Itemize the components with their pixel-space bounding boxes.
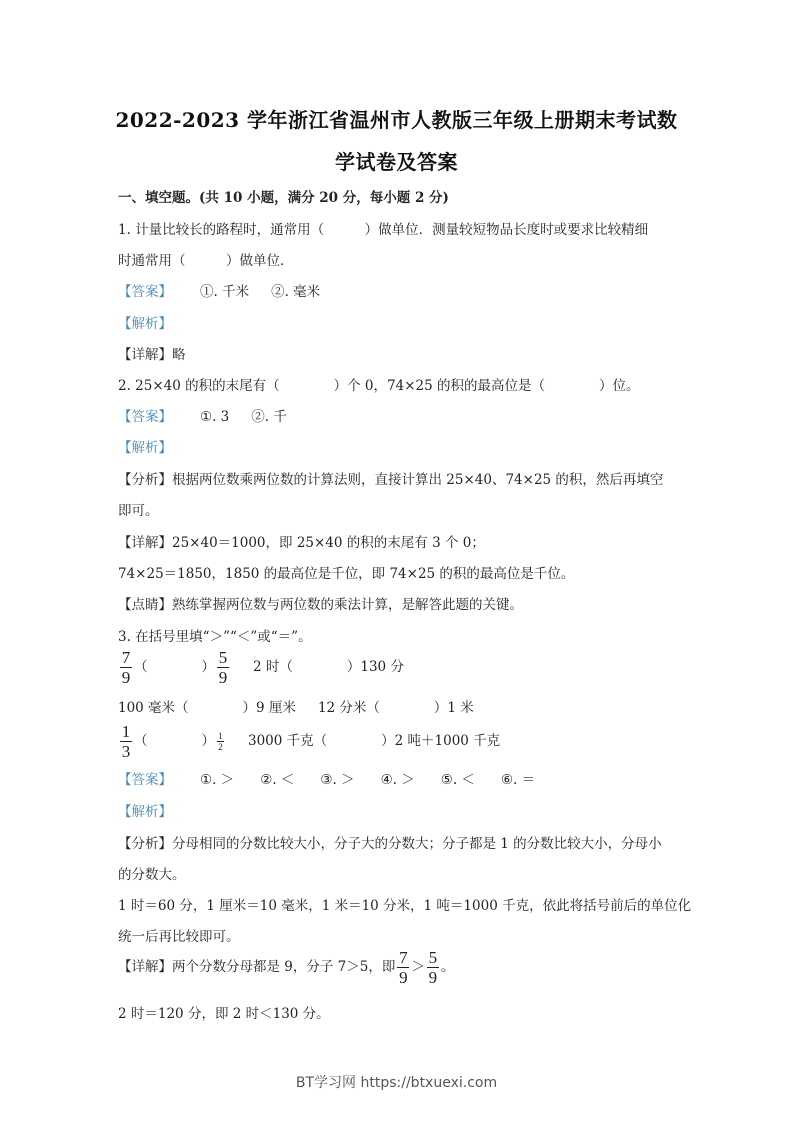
q3-detail-line1 (118, 948, 454, 987)
q3-item-3: 100 毫米（ ）9 厘米 (118, 700, 296, 716)
q3-row3 (118, 722, 500, 761)
q1-jiexi-row (118, 312, 172, 332)
answer-label: 【答案】 (118, 409, 172, 425)
detail-label: 【详解】 (118, 959, 172, 975)
q3-row1 (118, 648, 404, 687)
q3-answer-3: ③. ＞ (320, 772, 355, 788)
fraction-5-9: $\frac{5}{9}$ (428, 948, 438, 987)
q3-answer-6: ⑥. ＝ (500, 772, 536, 788)
q3-answer-1: ①. ＞ (200, 772, 235, 788)
fraction-7-9: $\frac{7}{9}$ (121, 648, 131, 687)
q3-blank-1: （ ） (134, 659, 215, 675)
answer-label: 【答案】 (118, 772, 172, 788)
q3-blank-5: （ ） (134, 733, 215, 749)
q3-analysis-line4: 统一后再比较即可。 (118, 929, 240, 945)
q2-answer-row (118, 405, 287, 425)
document-title-line1: 2022-2023 学年浙江省温州市人教版三年级上册期末考试数 (115, 108, 678, 132)
q1-answer-1: ①. 千米 (200, 284, 250, 300)
q2-jiexi-row (118, 436, 172, 456)
detail-label: 【详解】 (118, 347, 172, 363)
q2-point-text: 熟练掌握两位数与两位数的乘法计算，是解答此题的关键。 (172, 597, 523, 613)
greater-than-sign: ＞ (411, 959, 425, 975)
q3-answer-5: ⑤. ＜ (440, 772, 475, 788)
q3-item-6: 3000 千克（ ）2 吨＋1000 千克 (248, 733, 501, 749)
q3-analysis-text: 分母相同的分数比较大小，分子大的分数大；分子都是 1 的分数比较大小，分母小 (172, 836, 662, 852)
watermark-footer: BT学习网 https://btxuexi.com (295, 1075, 498, 1091)
q3-jiexi-row (118, 800, 172, 820)
q3-analysis-line3: 1 时＝60 分，1 厘米＝10 毫米，1 米＝10 分米，1 吨＝1000 千克，依此将括号前后的单位化 (118, 898, 692, 914)
q3-answer-2: ②. ＜ (260, 772, 295, 788)
answer-label: 【答案】 (118, 284, 172, 300)
q2-detail-text: 25×40＝1000，即 25×40 的积的末尾有 3 个 0； (172, 535, 485, 551)
q3-item-4: 12 分米（ ）1 米 (317, 700, 474, 716)
analysis-label: 【分析】 (118, 472, 172, 488)
q2-point-row (118, 593, 523, 613)
fraction-7-9: $\frac{7}{9}$ (399, 948, 408, 987)
q3-answer-row (118, 768, 535, 788)
q3-analysis-line1 (118, 832, 662, 852)
jiexi-label: 【解析】 (118, 804, 172, 820)
q1-text-line2: 时通常用（ ）做单位． (118, 253, 294, 269)
q3-text-line1: 3. 在括号里填“＞”“＜”或“＝”。 (118, 629, 312, 645)
period: 。 (440, 959, 455, 975)
q2-answer-2: ②. 千 (251, 409, 287, 425)
q2-analysis-line1 (118, 468, 663, 488)
fraction-1-3: $\frac{1}{3}$ (121, 722, 131, 761)
q3-row2 (118, 696, 474, 716)
section-heading: 一、填空题。(共 10 小题，满分 20 分，每小题 2 分) (118, 190, 449, 206)
q3-item-2: 2 时（ ）130 分 (253, 659, 404, 675)
q2-detail-line2: 74×25＝1850，1850 的最高位是千位，即 74×25 的积的最高位是千位。 (118, 566, 575, 582)
q1-answer-2: ②. 毫米 (271, 284, 321, 300)
q3-analysis-line2: 的分数大。 (118, 867, 186, 883)
q1-text-line1: 1. 计量比较长的路程时，通常用（ ）做单位．测量较短物品长度时或要求比较精细 (118, 222, 649, 238)
q1-detail-text: 略 (172, 347, 186, 363)
jiexi-label: 【解析】 (118, 440, 172, 456)
analysis-label: 【分析】 (118, 836, 172, 852)
q3-detail-text: 两个分数分母都是 9，分子 7＞5，即 (172, 959, 396, 975)
jiexi-label: 【解析】 (118, 316, 172, 332)
q2-answer-1: ①. 3 (200, 409, 230, 425)
q3-detail-line2: 2 时＝120 分，即 2 时＜130 分。 (118, 1006, 330, 1022)
q2-text-line1: 2. 25×40 的积的末尾有（ ）个 0，74×25 的积的最高位是（ ）位。 (118, 378, 640, 394)
q1-answer-row (118, 280, 320, 300)
point-label: 【点睛】 (118, 597, 172, 613)
detail-label: 【详解】 (118, 535, 172, 551)
q2-analysis-line2: 即可。 (118, 503, 159, 519)
q3-answer-4: ④. ＞ (380, 772, 415, 788)
fraction-1-2: $\frac{1}{2}$ (218, 731, 223, 752)
q2-analysis-text: 根据两位数乘两位数的计算法则，直接计算出 25×40、74×25 的积，然后再填空 (172, 472, 664, 488)
q1-detail-row (118, 343, 186, 363)
q2-detail-line1 (118, 531, 485, 551)
fraction-5-9: $\frac{5}{9}$ (218, 648, 228, 687)
document-title-line2: 学试卷及答案 (335, 150, 458, 174)
